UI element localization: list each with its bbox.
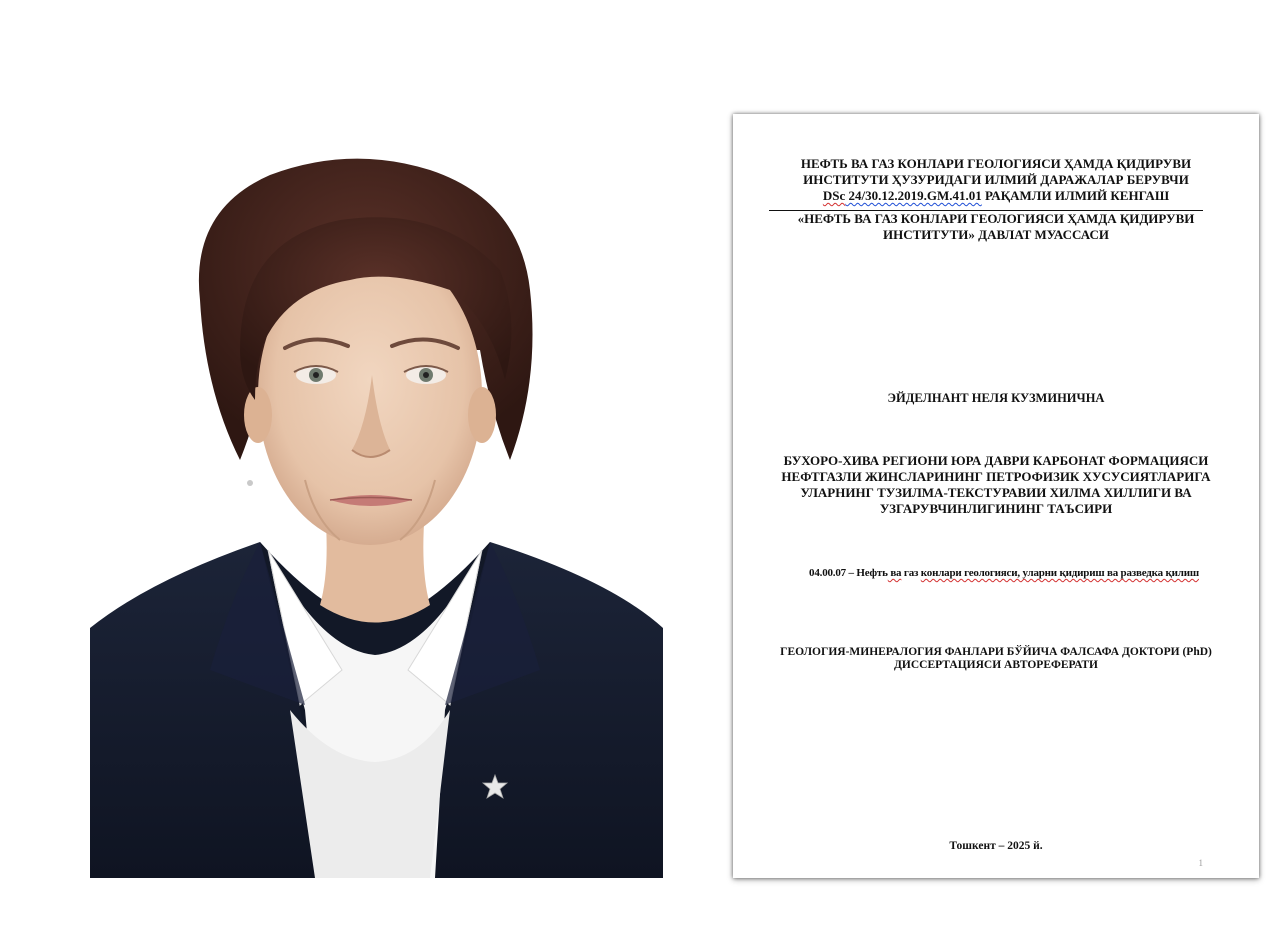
degree-line-1: ГЕОЛОГИЯ-МИНЕРАЛОГИЯ ФАНЛАРИ БЎЙИЧА ФАЛСАФА ДОКТОРИ (PhD)	[780, 646, 1212, 658]
dissertation-title	[733, 453, 1259, 517]
council-code: 24/30.12.2019.GM.41.01	[845, 188, 982, 203]
council-code-suffix: РАҚАМЛИ ИЛМИЙ КЕНГАШ	[981, 188, 1170, 203]
title-line-1: БУХОРО-ХИВА РЕГИОНИ ЮРА ДАВРИ КАРБОНАТ ФОРМАЦИЯСИ	[783, 453, 1209, 468]
council-code-prefix: DSc	[822, 188, 846, 203]
title-line-4: УЗГАРУВЧИНЛИГИНИНГ ТАЪСИРИ	[879, 501, 1113, 516]
institute-name	[733, 211, 1259, 243]
council-line-1: НЕФТЬ ВА ГАЗ КОНЛАРИ ГЕОЛОГИЯСИ ҲАМДА ҚИДИРУВИ	[800, 156, 1192, 171]
title-line-3: УЛАРНИНГ ТУЗИЛМА-ТЕКСТУРАВИИ ХИЛМА ХИЛЛИГИ ВА	[800, 485, 1192, 500]
council-line-3	[733, 188, 1259, 204]
author-name: ЭЙДЕЛНАНТ НЕЛЯ КУЗМИНИЧНА	[887, 391, 1105, 405]
page-number: 1	[1198, 858, 1203, 868]
specialty-va: ва	[887, 567, 902, 579]
degree-line-2: ДИССЕРТАЦИЯСИ АВТОРЕФЕРАТИ	[893, 659, 1099, 671]
degree-statement	[733, 646, 1259, 672]
specialty-description: конлари геологияси, уларни қидириш ва разведка қилиш	[920, 567, 1199, 579]
specialty-code-number: 04.00.07 – Нефть	[809, 567, 888, 579]
portrait-photo	[90, 150, 663, 878]
portrait-illustration	[90, 150, 663, 878]
council-header	[733, 156, 1259, 204]
city-year-footer: Тошкент – 2025 й.	[949, 840, 1043, 852]
specialty-gaz: газ	[901, 567, 921, 579]
council-line-2: ИНСТИТУТИ ҲУЗУРИДАГИ ИЛМИЙ ДАРАЖАЛАР БЕРУВЧИ	[803, 172, 1189, 187]
institute-line-2: ИНСТИТУТИ» ДАВЛАТ МУАССАСИ	[883, 227, 1109, 242]
dissertation-cover-page	[733, 114, 1259, 878]
specialty-code	[741, 565, 1267, 581]
title-line-2: НЕФТГАЗЛИ ЖИНСЛАРИНИНГ ПЕТРОФИЗИК ХУСУСИЯТЛАРИГА	[781, 469, 1211, 484]
institute-line-1: «НЕФТЬ ВА ГАЗ КОНЛАРИ ГЕОЛОГИЯСИ ҲАМДА ҚИДИРУВИ	[797, 211, 1195, 226]
